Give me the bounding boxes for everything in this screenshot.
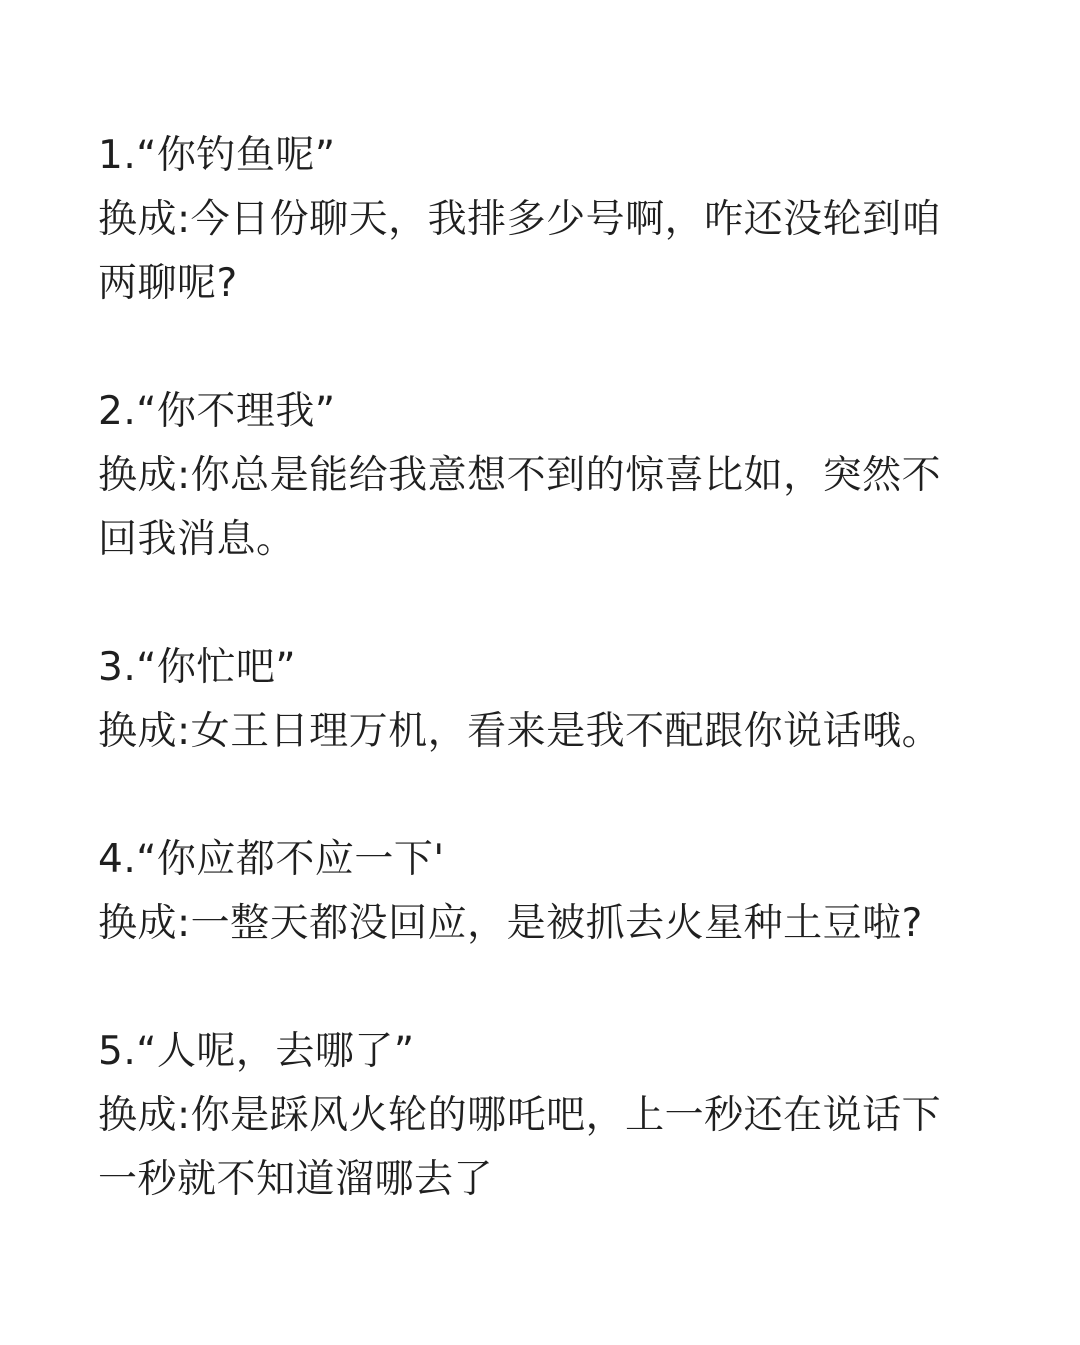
item-5-title: 5.“人呢，去哪了” xyxy=(98,1029,415,1074)
item-2-text-line-1: 换成:你总是能给我意想不到的惊喜比如，突然不 xyxy=(98,453,942,498)
item-3-title: 3.“你忙吧” xyxy=(98,645,297,690)
list-item-3 xyxy=(98,636,998,764)
list-item-1 xyxy=(98,124,998,316)
list-item-5 xyxy=(98,1020,998,1212)
item-2-title: 2.“你不理我” xyxy=(98,389,336,434)
item-3-text-line-1: 换成:女王日理万机，看来是我不配跟你说话哦。 xyxy=(98,709,942,754)
item-2-text-line-2: 回我消息。 xyxy=(98,517,296,562)
item-4-text-line-1: 换成:一整天都没回应，是被抓去火星种土豆啦? xyxy=(98,901,923,946)
list-item-4 xyxy=(98,828,998,956)
list-item-2 xyxy=(98,380,998,572)
item-4-title: 4.“你应都不应一下' xyxy=(98,837,445,882)
item-1-text-line-2: 两聊呢? xyxy=(98,261,238,306)
item-5-text-line-1: 换成:你是踩风火轮的哪吒吧，上一秒还在说话下 xyxy=(98,1093,942,1138)
item-5-text-line-2: 一秒就不知道溜哪去了 xyxy=(98,1157,494,1202)
article-body xyxy=(98,124,998,1212)
item-1-title: 1.“你钓鱼呢” xyxy=(98,133,336,178)
item-1-text-line-1: 换成:今日份聊天，我排多少号啊，咋还没轮到咱 xyxy=(98,197,942,242)
